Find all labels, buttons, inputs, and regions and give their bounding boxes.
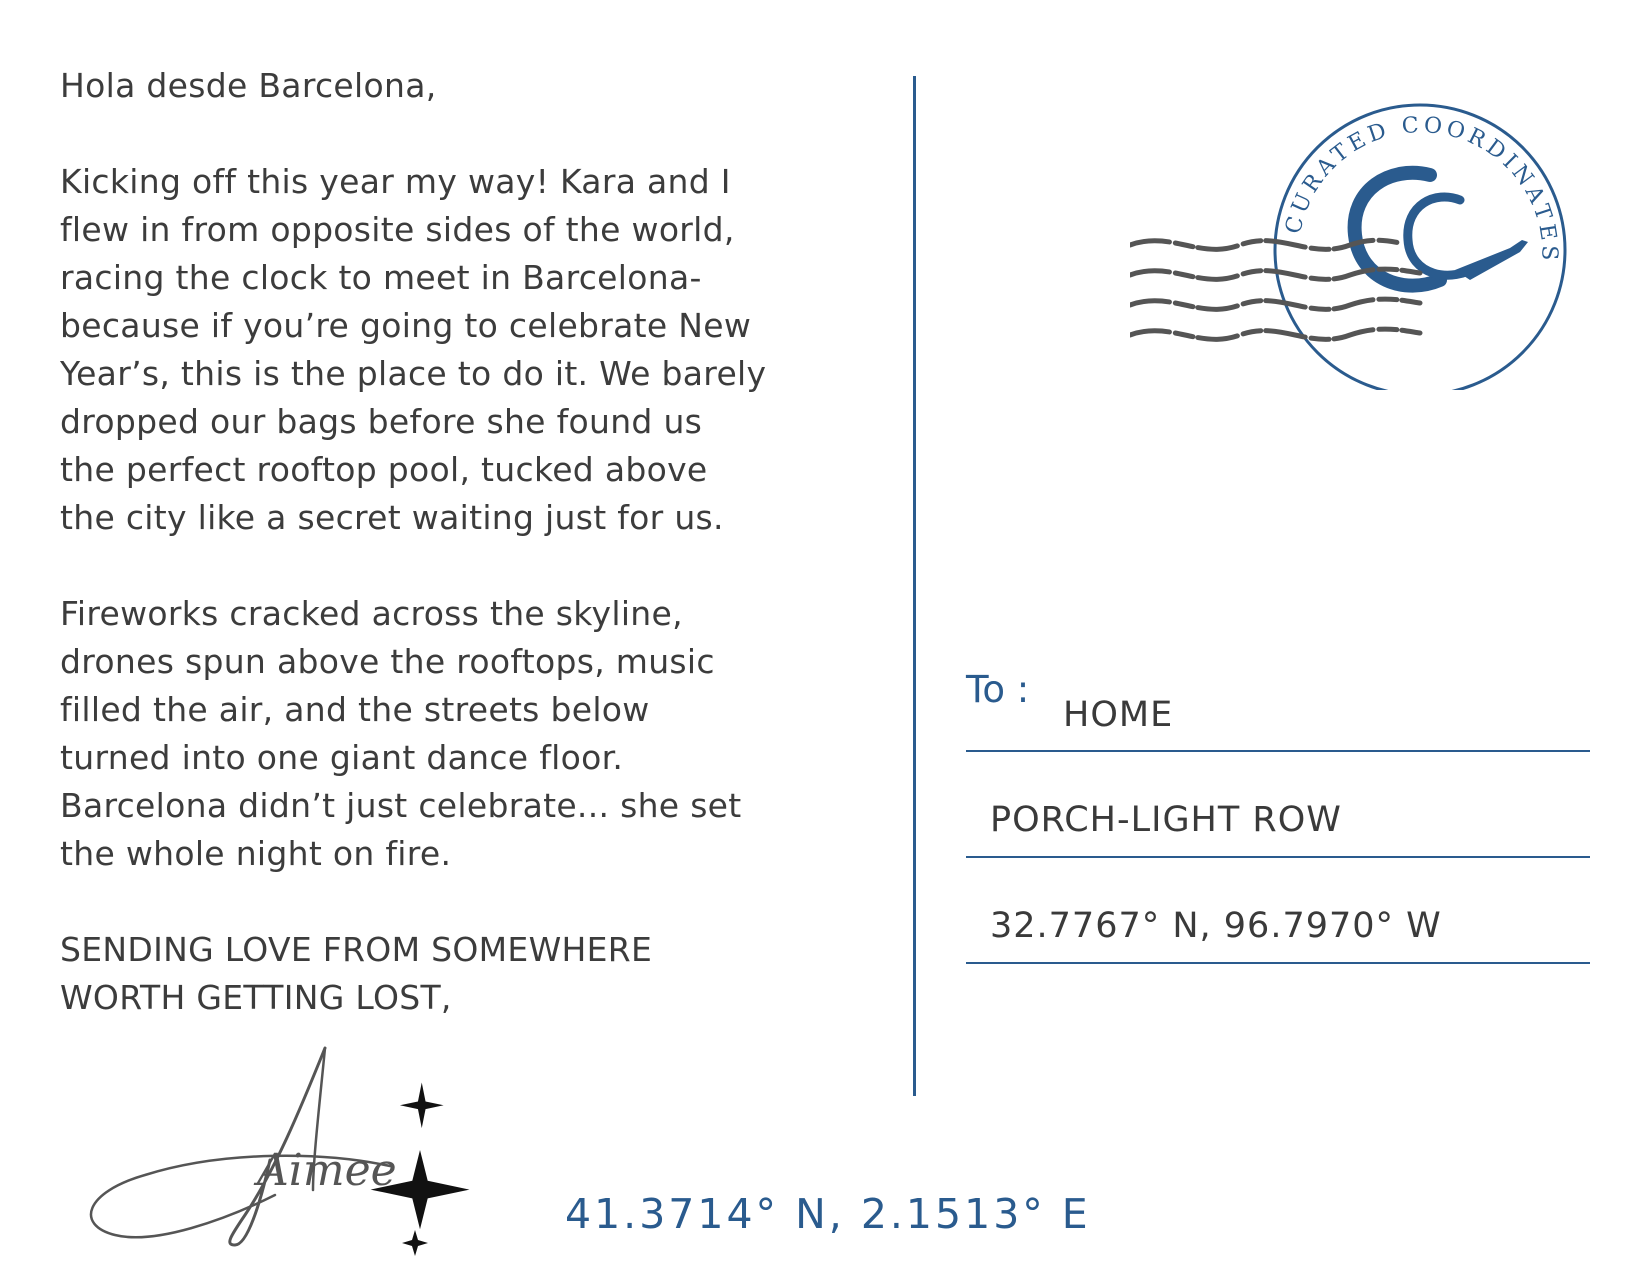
sparkle-icon [402, 1230, 428, 1256]
closing-line: WORTH GETTING LOST, [60, 978, 452, 1017]
address-rule [966, 962, 1590, 964]
postcard-message [60, 62, 920, 1022]
message-line: filled the air, and the streets below [60, 690, 650, 729]
message-line: drones spun above the rooftops, music [60, 642, 715, 681]
message-paragraph-2 [60, 590, 920, 878]
postmark-stamp [1130, 90, 1570, 390]
message-line: flew in from opposite sides of the world, [60, 210, 735, 249]
message-line: Year’s, this is the place to do it. We barely [60, 354, 767, 393]
message-line: the perfect rooftop pool, tucked above [60, 450, 708, 489]
monogram-c2 [1408, 197, 1480, 275]
sparkle-icon [400, 1083, 444, 1129]
origin-coordinates: 41.3714° N, 2.1513° E [565, 1190, 1091, 1238]
stamp-text: CURATED COORDINATES [1281, 112, 1562, 265]
greeting: Hola desde Barcelona, [60, 66, 437, 105]
stamp-graphic [1130, 90, 1570, 390]
address-line-2: PORCH-LIGHT ROW [990, 800, 1342, 840]
message-line: Fireworks cracked across the skyline, [60, 594, 683, 633]
signature-text: Aimee [257, 1145, 397, 1196]
message-line: racing the clock to meet in Barcelona- [60, 258, 702, 297]
message-line: because if you’re going to celebrate New [60, 306, 752, 345]
message-line: the whole night on fire. [60, 834, 452, 873]
airplane-icon [1455, 240, 1528, 280]
signature-graphic [75, 1040, 495, 1270]
closing [60, 926, 920, 1022]
address-rule [966, 750, 1590, 752]
postcard-divider [913, 76, 916, 1096]
message-line: dropped our bags before she found us [60, 402, 703, 441]
to-label: To : [966, 668, 1030, 711]
closing-line: SENDING LOVE FROM SOMEWHERE [60, 930, 653, 969]
address-line-1: HOME [1063, 695, 1174, 735]
message-line: turned into one giant dance floor. [60, 738, 624, 777]
signature [75, 1040, 495, 1270]
address-rule [966, 856, 1590, 858]
address-line-3: 32.7767° N, 96.7970° W [990, 906, 1442, 946]
message-line: the city like a secret waiting just for us. [60, 498, 724, 537]
message-line: Barcelona didn’t just celebrate... she set [60, 786, 742, 825]
message-paragraph-1 [60, 158, 920, 542]
message-line: Kicking off this year my way! Kara and I [60, 162, 731, 201]
